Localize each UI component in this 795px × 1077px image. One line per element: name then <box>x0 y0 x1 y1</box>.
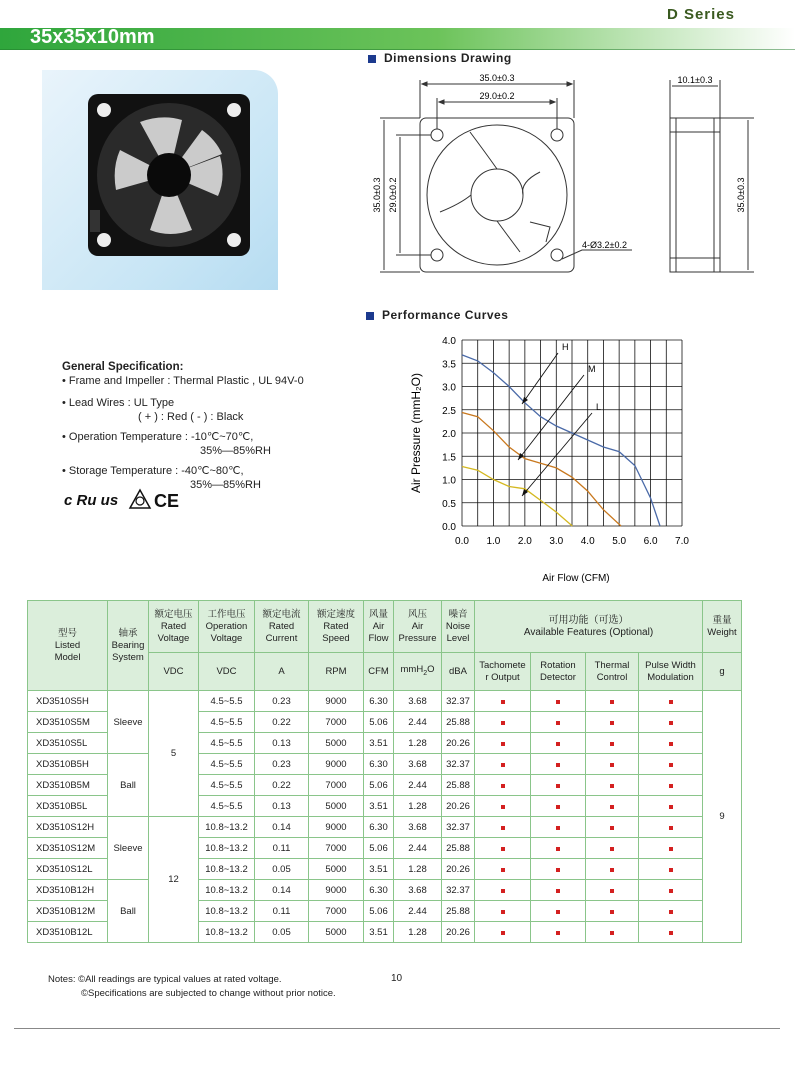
x-tick-label: 2.0 <box>517 536 532 547</box>
feature-available <box>475 796 531 817</box>
bearing-cell: Ball <box>108 754 149 817</box>
value-cell: 5000 <box>309 859 364 880</box>
hole-vspacing-dim: 29.0±0.2 <box>388 177 398 213</box>
x-tick-label: 0.0 <box>455 536 469 547</box>
header-noise: 噪音 Noise Level <box>442 601 475 653</box>
feature-available <box>475 733 531 754</box>
spec-table <box>27 600 742 943</box>
value-cell: 5.06 <box>364 712 394 733</box>
y-axis-label: Air Pressure (mmH₂O) <box>409 373 423 493</box>
value-cell: 0.11 <box>255 838 309 859</box>
unit-rated-voltage: VDC <box>149 653 199 691</box>
value-cell: 6.30 <box>364 691 394 712</box>
value-cell: 3.68 <box>394 754 442 775</box>
available-dot-icon <box>610 910 614 914</box>
value-cell: 10.8~13.2 <box>199 859 255 880</box>
available-dot-icon <box>556 868 560 872</box>
series-label-M: M <box>588 364 596 374</box>
value-cell: 25.88 <box>442 712 475 733</box>
feature-available <box>639 880 703 901</box>
value-cell: 3.51 <box>364 922 394 943</box>
ul-logo: c Ru us <box>64 492 119 509</box>
value-cell: 20.26 <box>442 796 475 817</box>
hole-spacing-dim: 29.0±0.2 <box>479 91 515 101</box>
header-flow: 风量 Air Flow <box>364 601 394 653</box>
available-dot-icon <box>501 784 505 788</box>
value-cell: 1.28 <box>394 796 442 817</box>
fan-photo <box>42 70 278 290</box>
spec-lead-wires: • Lead Wires : UL Type <box>62 397 175 409</box>
feature-available <box>531 796 586 817</box>
value-cell: 10.8~13.2 <box>199 817 255 838</box>
value-cell: 6.30 <box>364 880 394 901</box>
model-cell: XD3510S12M <box>28 838 108 859</box>
value-cell: 6.30 <box>364 817 394 838</box>
feature-available <box>639 817 703 838</box>
feature-pwm: Pulse Width Modulation <box>639 653 703 691</box>
model-cell: XD3510B12M <box>28 901 108 922</box>
value-cell: 5.06 <box>364 775 394 796</box>
series-line-L <box>462 467 572 527</box>
feature-available <box>475 901 531 922</box>
feature-available <box>639 922 703 943</box>
value-cell: 4.5~5.5 <box>199 775 255 796</box>
feature-available <box>475 859 531 880</box>
available-dot-icon <box>669 700 673 704</box>
feature-available <box>586 880 639 901</box>
value-cell: 0.11 <box>255 901 309 922</box>
value-cell: 4.5~5.5 <box>199 691 255 712</box>
value-cell: 2.44 <box>394 712 442 733</box>
available-dot-icon <box>556 763 560 767</box>
feature-available <box>639 733 703 754</box>
model-cell: XD3510S12H <box>28 817 108 838</box>
value-cell: 2.44 <box>394 901 442 922</box>
y-tick-label: 4.0 <box>442 336 456 347</box>
available-dot-icon <box>610 721 614 725</box>
feature-available <box>531 922 586 943</box>
value-cell: 2.44 <box>394 775 442 796</box>
value-cell: 25.88 <box>442 901 475 922</box>
series-pointer <box>522 413 592 496</box>
notes: Notes: ©All readings are typical values at rated voltage. ©Specifications are subjected to change without prior notice. <box>48 974 336 999</box>
value-cell: 9000 <box>309 880 364 901</box>
rated-voltage-cell: 12 <box>149 817 199 943</box>
value-cell: 0.05 <box>255 859 309 880</box>
available-dot-icon <box>501 700 505 704</box>
unit-op-voltage: VDC <box>199 653 255 691</box>
header-pressure: 风压 Air Pressure <box>394 601 442 653</box>
unit-speed: RPM <box>309 653 364 691</box>
y-tick-label: 0.5 <box>442 498 456 510</box>
series-line-H <box>462 355 660 526</box>
y-tick-label: 1.0 <box>442 475 456 487</box>
value-cell: 10.8~13.2 <box>199 880 255 901</box>
spec-op-temp: • Operation Temperature : -10℃~70℃, <box>62 431 254 443</box>
value-cell: 5000 <box>309 733 364 754</box>
available-dot-icon <box>610 826 614 830</box>
feature-available <box>475 880 531 901</box>
value-cell: 0.14 <box>255 880 309 901</box>
available-dot-icon <box>610 763 614 767</box>
feature-available <box>586 901 639 922</box>
value-cell: 32.37 <box>442 754 475 775</box>
header-features: 可用功能（可选） Available Features (Optional) <box>475 601 703 653</box>
width-dim: 35.0±0.3 <box>479 73 515 83</box>
value-cell: 5000 <box>309 796 364 817</box>
value-cell: 25.88 <box>442 838 475 859</box>
available-dot-icon <box>669 826 673 830</box>
feature-available <box>531 691 586 712</box>
x-tick-label: 1.0 <box>486 536 501 547</box>
series-pointer <box>522 353 558 404</box>
available-dot-icon <box>501 763 505 767</box>
bearing-cell: Sleeve <box>108 817 149 880</box>
value-cell: 32.37 <box>442 880 475 901</box>
feature-available <box>586 817 639 838</box>
spec-st-temp: • Storage Temperature : -40℃~80℃, <box>62 465 244 477</box>
value-cell: 3.68 <box>394 880 442 901</box>
value-cell: 10.8~13.2 <box>199 922 255 943</box>
page-number: 10 <box>391 973 403 984</box>
value-cell: 4.5~5.5 <box>199 733 255 754</box>
model-cell: XD3510B12L <box>28 922 108 943</box>
feature-available <box>475 922 531 943</box>
feature-available <box>639 859 703 880</box>
header-bearing: 轴承 Bearing System <box>108 601 149 691</box>
value-cell: 9000 <box>309 754 364 775</box>
value-cell: 7000 <box>309 775 364 796</box>
value-cell: 0.23 <box>255 754 309 775</box>
feature-available <box>586 733 639 754</box>
spec-material: • Frame and Impeller : Thermal Plastic , UL 94V-0 <box>62 375 304 387</box>
value-cell: 5000 <box>309 922 364 943</box>
table-row <box>28 880 742 901</box>
feature-available <box>639 796 703 817</box>
available-dot-icon <box>669 868 673 872</box>
value-cell: 0.22 <box>255 775 309 796</box>
available-dot-icon <box>556 826 560 830</box>
performance-heading: Performance Curves <box>366 308 508 322</box>
feature-available <box>586 838 639 859</box>
table-row <box>28 754 742 775</box>
value-cell: 5.06 <box>364 838 394 859</box>
value-cell: 1.28 <box>394 733 442 754</box>
spec-title: General Specification: <box>62 361 184 373</box>
model-cell: XD3510S5H <box>28 691 108 712</box>
feature-available <box>639 712 703 733</box>
series-pointer <box>518 375 584 460</box>
available-dot-icon <box>669 889 673 893</box>
header-current: 额定电流 Rated Current <box>255 601 309 653</box>
feature-tachometer: Tachomete r Output <box>475 653 531 691</box>
available-dot-icon <box>556 889 560 893</box>
x-tick-label: 7.0 <box>675 536 689 547</box>
available-dot-icon <box>610 700 614 704</box>
feature-available <box>531 712 586 733</box>
series-label-H: H <box>562 342 569 352</box>
available-dot-icon <box>556 931 560 935</box>
feature-available <box>639 901 703 922</box>
available-dot-icon <box>610 742 614 746</box>
ce-logo: CE <box>154 491 180 511</box>
feature-available <box>475 775 531 796</box>
available-dot-icon <box>501 721 505 725</box>
available-dot-icon <box>556 784 560 788</box>
available-dot-icon <box>610 889 614 893</box>
model-cell: XD3510B5L <box>28 796 108 817</box>
model-cell: XD3510B5H <box>28 754 108 775</box>
available-dot-icon <box>556 700 560 704</box>
general-specification <box>62 360 304 492</box>
dimensions-drawing <box>370 72 770 282</box>
x-axis-label: Air Flow (CFM) <box>542 573 610 584</box>
y-tick-label: 3.5 <box>442 359 456 371</box>
page-title: 35x35x10mm <box>30 26 155 48</box>
feature-available <box>531 901 586 922</box>
available-dot-icon <box>501 889 505 893</box>
available-dot-icon <box>501 847 505 851</box>
model-cell: XD3510S5M <box>28 712 108 733</box>
feature-available <box>475 754 531 775</box>
value-cell: 32.37 <box>442 691 475 712</box>
value-cell: 20.26 <box>442 859 475 880</box>
feature-available <box>586 775 639 796</box>
side-thickness-dim: 10.1±0.3 <box>677 75 713 85</box>
unit-flow: CFM <box>364 653 394 691</box>
available-dot-icon <box>610 784 614 788</box>
feature-available <box>531 733 586 754</box>
value-cell: 0.05 <box>255 922 309 943</box>
dimensions-heading: Dimensions Drawing <box>368 51 512 65</box>
available-dot-icon <box>556 847 560 851</box>
value-cell: 25.88 <box>442 775 475 796</box>
x-tick-label: 3.0 <box>549 536 564 547</box>
feature-available <box>586 691 639 712</box>
feature-available <box>639 691 703 712</box>
available-dot-icon <box>501 742 505 746</box>
feature-rotation: Rotation Detector <box>531 653 586 691</box>
spec-lead-colors: ( + ) : Red ( - ) : Black <box>138 411 244 423</box>
available-dot-icon <box>556 742 560 746</box>
available-dot-icon <box>501 868 505 872</box>
available-dot-icon <box>669 721 673 725</box>
spec-st-hum: 35%—85%RH <box>190 479 261 491</box>
feature-available <box>586 754 639 775</box>
available-dot-icon <box>556 805 560 809</box>
value-cell: 9000 <box>309 817 364 838</box>
unit-pressure: mmH$_2$O <box>394 653 442 691</box>
feature-available <box>531 880 586 901</box>
feature-available <box>586 859 639 880</box>
bearing-cell: Sleeve <box>108 691 149 754</box>
note-1: ©All readings are typical values at rated voltage. <box>78 974 282 985</box>
feature-available <box>639 838 703 859</box>
unit-current: A <box>255 653 309 691</box>
available-dot-icon <box>501 910 505 914</box>
available-dot-icon <box>556 721 560 725</box>
value-cell: 3.68 <box>394 691 442 712</box>
value-cell: 10.8~13.2 <box>199 838 255 859</box>
series-label-L: L <box>596 402 602 412</box>
y-tick-label: 2.0 <box>442 429 456 440</box>
value-cell: 0.13 <box>255 796 309 817</box>
value-cell: 4.5~5.5 <box>199 796 255 817</box>
model-cell: XD3510B12H <box>28 880 108 901</box>
x-tick-label: 6.0 <box>643 536 658 547</box>
value-cell: 3.51 <box>364 859 394 880</box>
y-tick-label: 0.0 <box>442 522 456 533</box>
x-tick-label: 5.0 <box>612 536 627 547</box>
feature-available <box>639 775 703 796</box>
available-dot-icon <box>669 847 673 851</box>
value-cell: 3.51 <box>364 733 394 754</box>
model-cell: XD3510S12L <box>28 859 108 880</box>
feature-available <box>475 838 531 859</box>
y-tick-label: 3.0 <box>442 382 456 394</box>
product-photo-frame <box>42 70 278 290</box>
y-tick-label: 2.5 <box>442 405 456 417</box>
value-cell: 7000 <box>309 901 364 922</box>
feature-available <box>531 838 586 859</box>
unit-weight: g <box>703 653 742 691</box>
feature-available <box>531 859 586 880</box>
header-speed: 额定速度 Rated Speed <box>309 601 364 653</box>
available-dot-icon <box>501 805 505 809</box>
available-dot-icon <box>669 763 673 767</box>
feature-available <box>639 754 703 775</box>
header-model: 型号 Listed Model <box>28 601 108 691</box>
available-dot-icon <box>501 931 505 935</box>
feature-available <box>586 712 639 733</box>
value-cell: 4.5~5.5 <box>199 754 255 775</box>
spec-op-hum: 35%—85%RH <box>200 445 271 457</box>
weight-cell: 9 <box>703 691 742 943</box>
available-dot-icon <box>501 826 505 830</box>
available-dot-icon <box>610 868 614 872</box>
value-cell: 7000 <box>309 838 364 859</box>
value-cell: 20.26 <box>442 733 475 754</box>
header-weight: 重量 Weight <box>703 601 742 653</box>
available-dot-icon <box>610 931 614 935</box>
feature-available <box>586 796 639 817</box>
value-cell: 4.5~5.5 <box>199 712 255 733</box>
x-tick-label: 4.0 <box>580 536 595 547</box>
value-cell: 20.26 <box>442 922 475 943</box>
value-cell: 0.23 <box>255 691 309 712</box>
model-cell: XD3510B5M <box>28 775 108 796</box>
value-cell: 5.06 <box>364 901 394 922</box>
value-cell: 6.30 <box>364 754 394 775</box>
rated-voltage-cell: 5 <box>149 691 199 817</box>
value-cell: 7000 <box>309 712 364 733</box>
header-rated-voltage: 额定电压 Rated Voltage <box>149 601 199 653</box>
available-dot-icon <box>610 805 614 809</box>
value-cell: 9000 <box>309 691 364 712</box>
value-cell: 1.28 <box>394 859 442 880</box>
performance-chart <box>400 336 700 586</box>
unit-noise: dBA <box>442 653 475 691</box>
series-label: D Series <box>666 6 735 23</box>
note-2: ©Specifications are subjected to change without prior notice. <box>81 988 336 999</box>
holes-dim: 4-Ø3.2±0.2 <box>582 240 627 250</box>
feature-thermal: Thermal Control <box>586 653 639 691</box>
feature-available <box>475 817 531 838</box>
value-cell: 3.68 <box>394 817 442 838</box>
value-cell: 1.28 <box>394 922 442 943</box>
feature-available <box>475 712 531 733</box>
value-cell: 10.8~13.2 <box>199 901 255 922</box>
model-cell: XD3510S5L <box>28 733 108 754</box>
available-dot-icon <box>610 847 614 851</box>
available-dot-icon <box>669 931 673 935</box>
value-cell: 0.22 <box>255 712 309 733</box>
value-cell: 3.51 <box>364 796 394 817</box>
table-row <box>28 691 742 712</box>
available-dot-icon <box>556 910 560 914</box>
value-cell: 32.37 <box>442 817 475 838</box>
y-tick-label: 1.5 <box>442 452 456 464</box>
footer-divider <box>14 1028 780 1029</box>
feature-available <box>531 817 586 838</box>
feature-available <box>586 922 639 943</box>
value-cell: 2.44 <box>394 838 442 859</box>
height-dim: 35.0±0.3 <box>372 177 382 213</box>
available-dot-icon <box>669 784 673 788</box>
table-row <box>28 817 742 838</box>
feature-available <box>531 754 586 775</box>
value-cell: 0.14 <box>255 817 309 838</box>
feature-available <box>531 775 586 796</box>
available-dot-icon <box>669 805 673 809</box>
bearing-cell: Ball <box>108 880 149 943</box>
certification-logos <box>62 486 192 512</box>
available-dot-icon <box>669 742 673 746</box>
value-cell: 0.13 <box>255 733 309 754</box>
available-dot-icon <box>669 910 673 914</box>
feature-available <box>475 691 531 712</box>
side-height-dim: 35.0±0.3 <box>736 177 746 213</box>
header-op-voltage: 工作电压 Operation Voltage <box>199 601 255 653</box>
